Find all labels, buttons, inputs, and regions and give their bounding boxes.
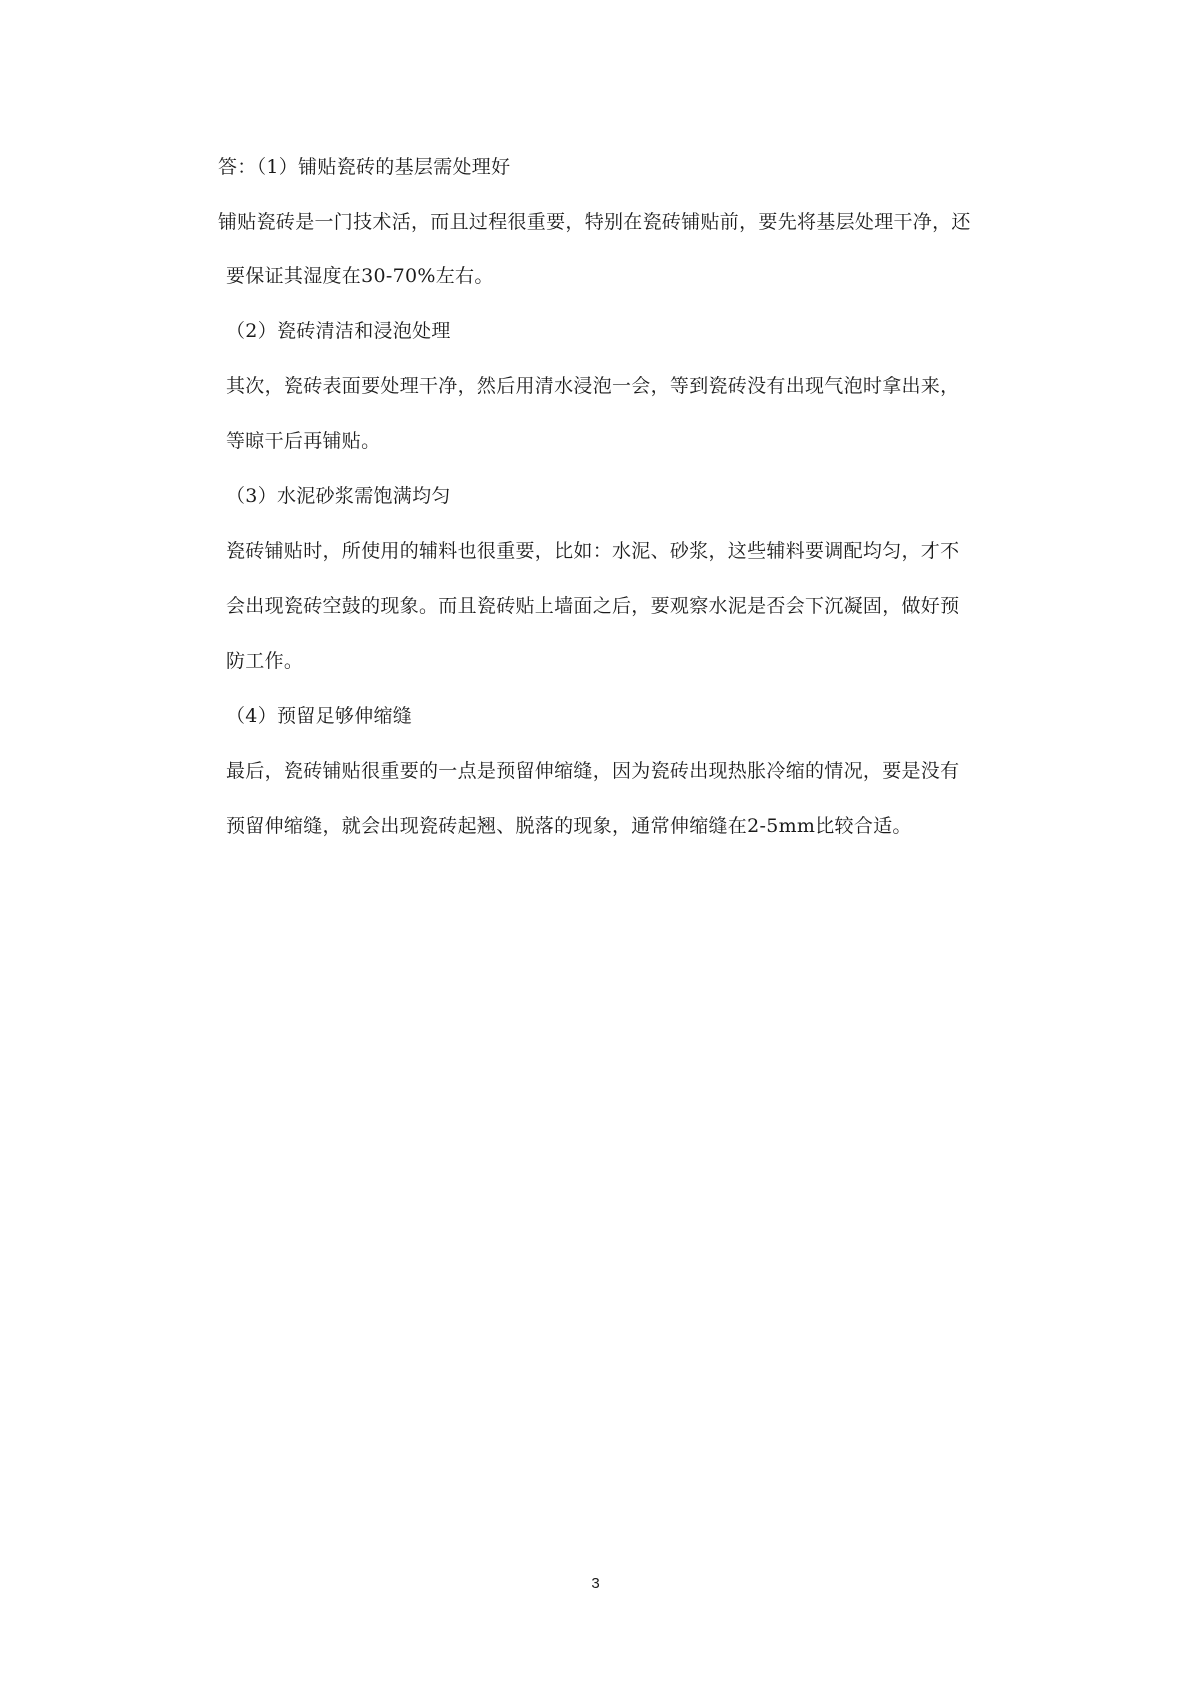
page-number: 3 [591,1575,600,1592]
paragraph-line: 要保证其湿度在30-70%左右。 [226,265,494,287]
section-heading-2: （2）瓷砖清洁和浸泡处理 [226,320,451,342]
paragraph-line: 其次，瓷砖表面要处理干净，然后用清水浸泡一会，等到瓷砖没有出现气泡时拿出来， [226,375,960,397]
answer-heading-1: 答：（1）铺贴瓷砖的基层需处理好 [218,156,511,178]
paragraph-line: 瓷砖铺贴时，所使用的辅料也很重要，比如：水泥、砂浆，这些辅料要调配均匀，才不 [226,540,960,562]
paragraph-line: 最后，瓷砖铺贴很重要的一点是预留伸缩缝，因为瓷砖出现热胀冷缩的情况，要是没有 [226,760,960,782]
section-heading-3: （3）水泥砂浆需饱满均匀 [226,485,451,507]
paragraph-line: 预留伸缩缝，就会出现瓷砖起翘、脱落的现象，通常伸缩缝在2-5mm比较合适。 [226,815,912,837]
paragraph-line: 等晾干后再铺贴。 [226,430,381,452]
paragraph-line: 会出现瓷砖空鼓的现象。而且瓷砖贴上墙面之后，要观察水泥是否会下沉凝固，做好预 [226,595,960,617]
paragraph-line: 铺贴瓷砖是一门技术活，而且过程很重要，特别在瓷砖铺贴前，要先将基层处理干净，还 [218,211,971,233]
paragraph-line: 防工作。 [226,650,304,672]
section-heading-4: （4）预留足够伸缩缝 [226,705,413,727]
